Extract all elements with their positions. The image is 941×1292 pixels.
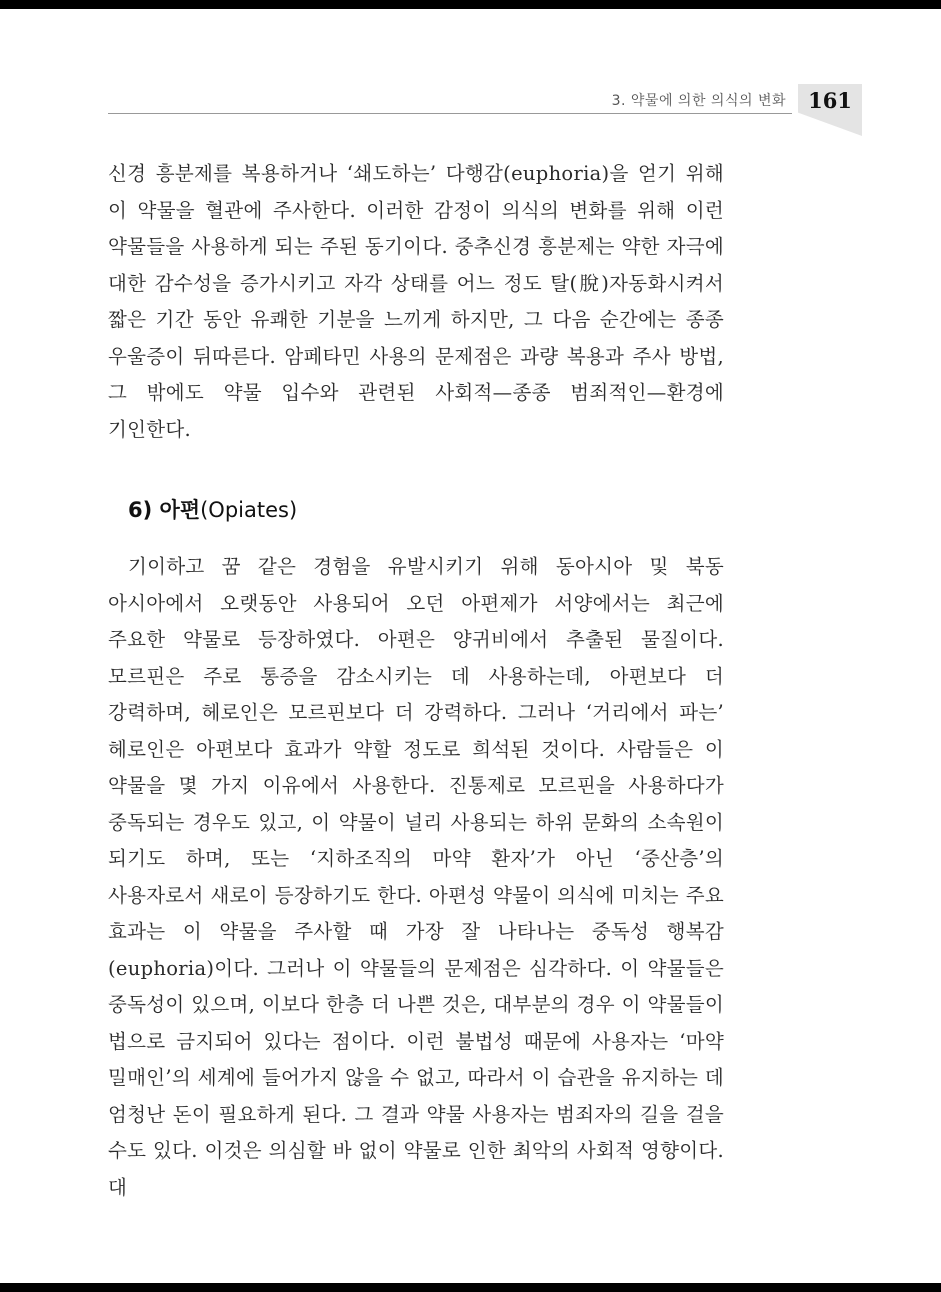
page-number: 161 xyxy=(808,88,852,113)
body-paragraph-1: 신경 흥분제를 복용하거나 ‘쇄도하는’ 다행감(euphoria)을 얻기 위해 이 약물을 혈관에 주사한다. 이러한 감정이 의식의 변화를 위해 이런 약물들을 사용하게 되는 주된 동기이다. 중추신경 흥분제는 약한 자극에 대한 감수성을 증가시키고 자각 상태를 어느 정도 탈(脫)자동화시켜서 짧은 기간 동안 유쾌한 기분을 느끼게 하지만, 그 다음 순간에는 종종 우울증이 뒤따른다. 암페타민 사용의 문제점은 과량 복용과 주사 방법, 그 밖에도 약물 입수와 관련된 사회적—종종 범죄적인—환경에 기인한다. xyxy=(108,162,724,441)
running-head: 3. 약물에 의한 의식의 변화 xyxy=(611,93,786,109)
bottom-border xyxy=(0,1283,941,1292)
top-border xyxy=(0,0,941,9)
section-number: 6) xyxy=(128,498,153,522)
section-title-korean: 아편 xyxy=(159,498,201,522)
header-rule xyxy=(108,113,792,114)
section-title-english: (Opiates) xyxy=(200,498,298,522)
section-heading xyxy=(128,494,297,524)
body-paragraph-2: 기이하고 꿈 같은 경험을 유발시키기 위해 동아시아 및 북동 아시아에서 오랫동안 사용되어 오던 아편제가 서양에서는 최근에 주요한 약물로 등장하였다. 아편은 양귀비에서 추출된 물질이다. 모르핀은 주로 통증을 감소시키는 데 사용하는데, 아편보다 더 강력하며, 헤로인은 모르핀보다 더 강력하다. 그러나 ‘거리에서 파는’ 헤로인은 아편보다 효과가 약할 정도로 희석된 것이다. 사람들은 이 약물을 몇 가지 이유에서 사용한다. 진통제로 모르핀을 사용하다가 중독되는 경우도 있고, 이 약물이 널리 사용되는 하위 문화의 소속원이 되기도 하며, 또는 ‘지하조직의 마약 환자’가 아닌 ‘중산층’의 사용자로서 새로이 등장하기도 한다. 아편성 약물이 의식에 미치는 주요 효과는 이 약물을 주사할 때 가장 잘 나타나는 중독성 행복감(euphoria)이다. 그러나 이 약물들의 문제점은 심각하다. 이 약물들은 중독성이 있으며, 이보다 한층 더 나쁜 것은, 대부분의 경우 이 약물들이 법으로 금지되어 있다는 점이다. 이런 불법성 때문에 사용자는 ‘마약 밀매인’의 세계에 들어가지 않을 수 없고, 따라서 이 습관을 유지하는 데 엄청난 돈이 필요하게 된다. 그 결과 약물 사용자는 범죄자의 길을 걸을 수도 있다. 이것은 의심할 바 없이 약물로 인한 최악의 사회적 영향이다. 대 xyxy=(108,555,724,1199)
